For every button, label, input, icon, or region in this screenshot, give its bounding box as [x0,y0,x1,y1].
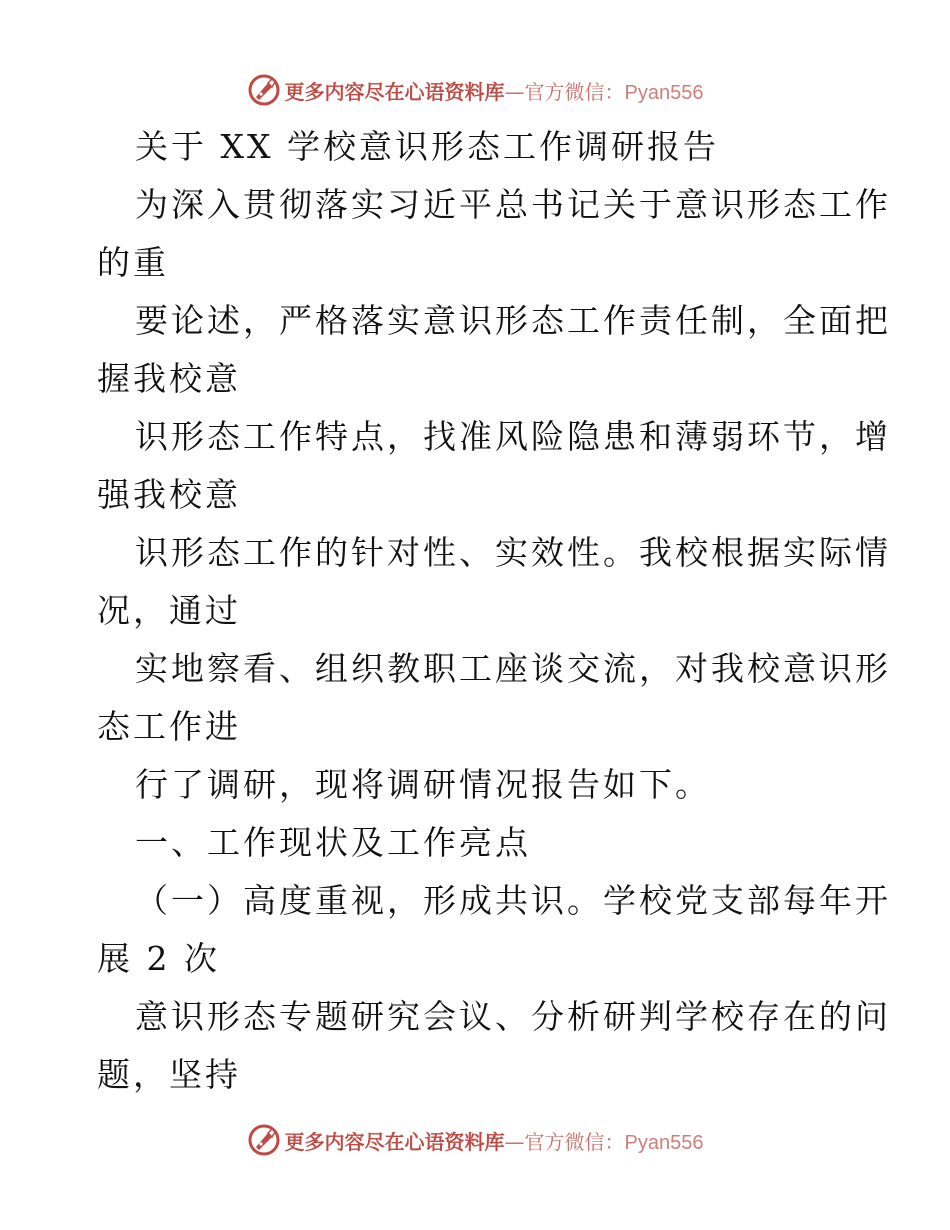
pen-nib-logo-icon [247,73,281,107]
doc-line: 要论述，严格落实意识形态工作责任制，全面把 [135,301,891,340]
doc-line: 展 2 次 [97,939,220,978]
doc-line: （一）高度重视，形成共识。学校党支部每年开 [135,881,891,920]
banner-separator: — [504,79,525,104]
header-banner [0,70,950,110]
doc-line: 况，通过 [97,591,241,630]
banner-suffix: 官方微信： [524,79,625,104]
banner-separator: — [504,1129,525,1154]
doc-line: 的重 [97,243,169,282]
section-heading: 一、工作现状及工作亮点 [135,823,531,862]
doc-line: 识形态工作的针对性、实效性。我校根据实际情 [135,533,891,572]
banner-text [285,76,704,105]
doc-line: 握我校意 [97,359,241,398]
banner-wechat-id: Pyan556 [624,1131,704,1154]
doc-line: 意识形态专题研究会议、分析研判学校存在的问 [135,997,891,1036]
document-body [97,118,891,1104]
doc-line: 题，坚持 [97,1055,241,1094]
doc-title: 关于 XX 学校意识形态工作调研报告 [135,127,719,166]
doc-line: 为深入贯彻落实习近平总书记关于意识形态工作 [135,185,891,224]
doc-line: 识形态工作特点，找准风险隐患和薄弱环节，增 [135,417,891,456]
banner-highlight: 更多内容尽在心语资料库 [284,1129,505,1154]
banner-suffix: 官方微信： [524,1129,625,1154]
doc-line: 实地察看、组织教职工座谈交流，对我校意识形 [135,649,891,688]
doc-line: 强我校意 [97,475,241,514]
banner-wechat-id: Pyan556 [624,81,704,104]
doc-line: 行了调研，现将调研情况报告如下。 [135,765,711,804]
banner-highlight: 更多内容尽在心语资料库 [284,79,505,104]
footer-banner [0,1120,950,1160]
doc-line: 态工作进 [97,707,241,746]
pen-nib-logo-icon [247,1123,281,1157]
banner-text [285,1126,704,1155]
